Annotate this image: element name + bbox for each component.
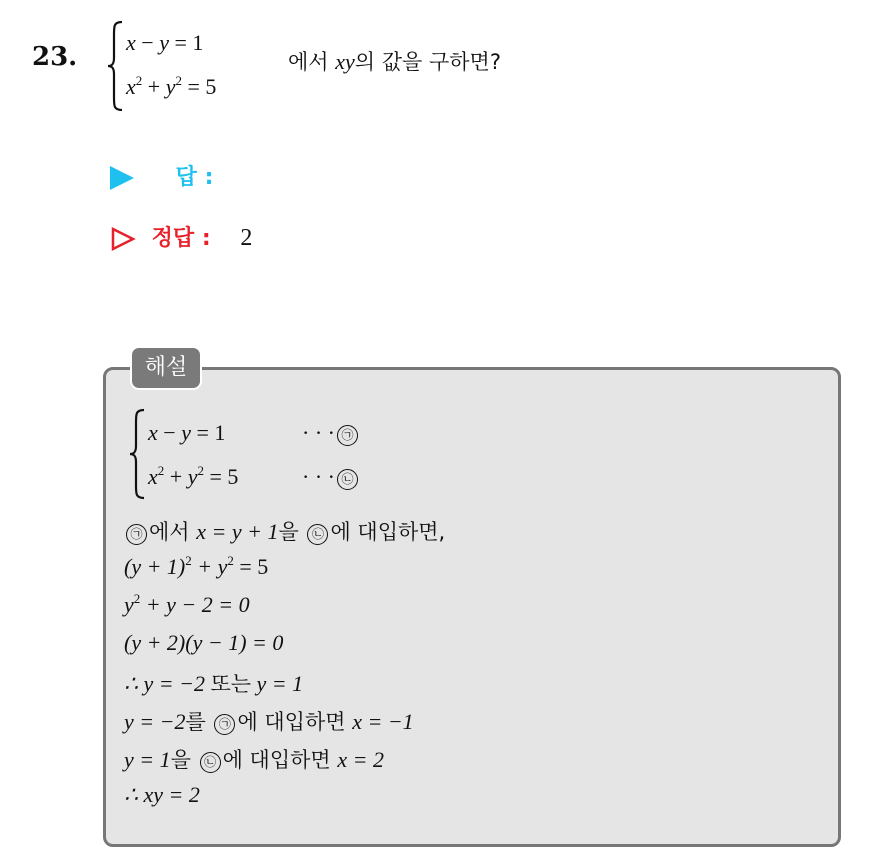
answer-label: 답 : xyxy=(175,165,214,190)
solution-line-7: y = 1을 ㉡ 에 대입하면 x = 2 xyxy=(124,747,384,772)
marker-nieun: ㉡ xyxy=(200,752,221,773)
question-brace xyxy=(106,20,124,112)
question-number: 23. xyxy=(32,42,78,72)
correct-answer-row xyxy=(110,221,252,252)
marker-giyeok: ㉠ xyxy=(126,524,147,545)
equation-1: x − y = 1 xyxy=(126,30,204,55)
question-prompt: 에서 xy의 값을 구하면? xyxy=(288,49,501,74)
solution-marker-2: · · · ㉡ xyxy=(302,464,360,490)
marker-giyeok: ㉠ xyxy=(337,425,358,446)
correct-value: 2 xyxy=(240,225,253,251)
marker-giyeok: ㉠ xyxy=(214,714,235,735)
solution-line-5: ∴ y = −2 또는 y = 1 xyxy=(124,671,304,696)
correct-label: 정답 : xyxy=(151,226,211,251)
solution-line-3: $y^2 + y - 2 = 0$ xyxy=(124,591,250,617)
solution-line-8: ∴ xy = 2 xyxy=(124,782,200,807)
outline-arrow-icon xyxy=(110,226,136,252)
marker-nieun: ㉡ xyxy=(307,524,328,545)
solution-equation-2: $x^2 + y^2 = 5$ xyxy=(148,463,239,489)
marker-nieun: ㉡ xyxy=(337,469,358,490)
equation-2: $x^2 + y^2 = 5$ xyxy=(126,73,217,99)
solution-line-2: $(y + 1)^2 + y^2 = 5$ xyxy=(124,553,269,579)
solution-equation-1: x − y = 1 xyxy=(148,420,226,445)
solution-marker-1: · · · ㉠ xyxy=(302,420,360,446)
solution-brace xyxy=(128,408,146,500)
answer-row xyxy=(110,160,235,191)
solution-tag: 해설 xyxy=(130,346,202,390)
solution-line-4: (y + 2)(y − 1) = 0 xyxy=(124,630,284,655)
solution-line-6: y = −2를 ㉠ 에 대입하면 x = −1 xyxy=(124,709,414,734)
play-arrow-icon xyxy=(110,166,134,190)
solution-line-1: ㉠ 에서 x = y + 1을 ㉡ 에 대입하면, xyxy=(124,516,445,546)
